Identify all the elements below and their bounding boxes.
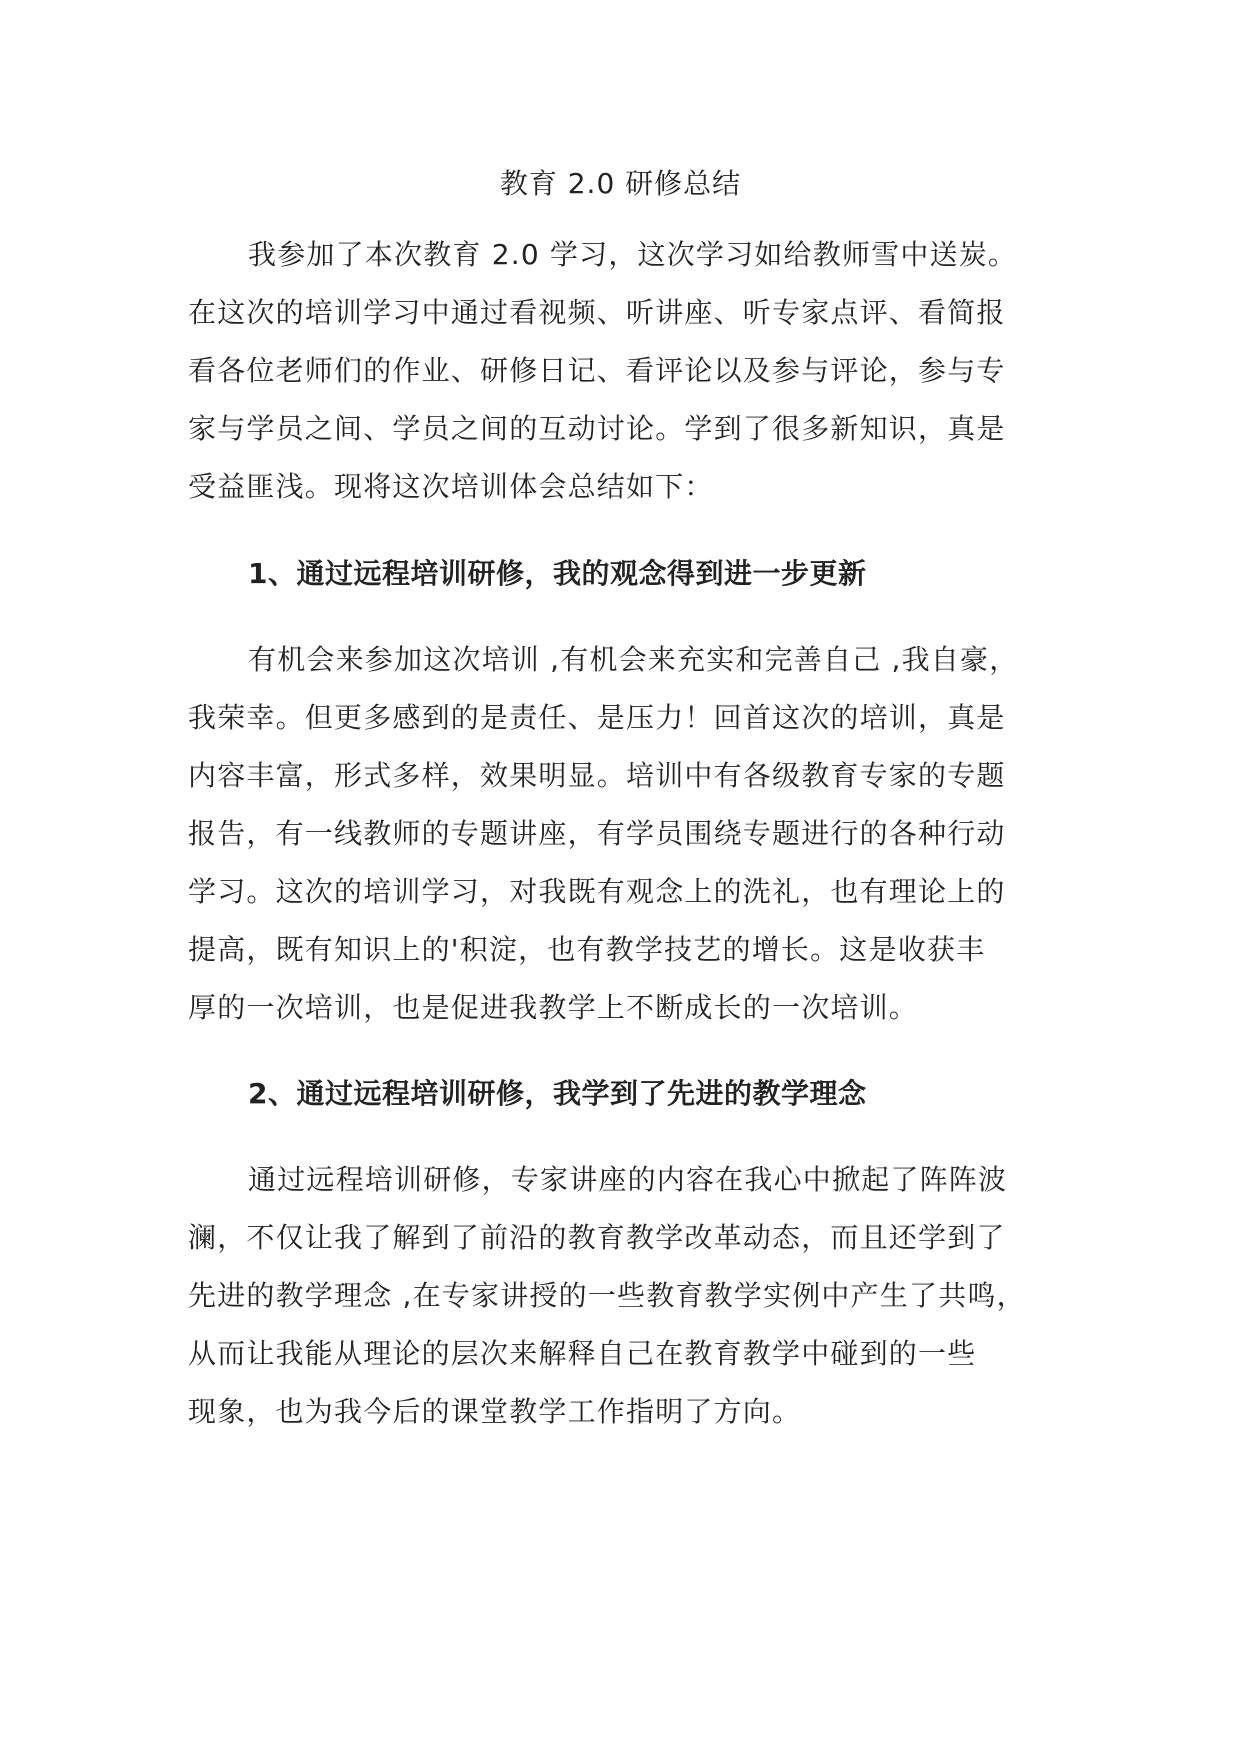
paragraph-2-line-3: 内容丰富，形式多样，效果明显。培训中有各级教育专家的专题: [188, 759, 1006, 792]
document-title: 教育 2.0 研修总结: [499, 167, 742, 200]
paragraph-3-line-5: 现象，也为我今后的课堂教学工作指明了方向。: [188, 1395, 802, 1428]
paragraph-1-line-3: 看各位老师们的作业、研修日记、看评论以及参与评论，参与专: [188, 354, 1006, 387]
paragraph-3-line-1: 通过远程培训研修，专家讲座的内容在我心中掀起了阵阵波: [248, 1163, 1008, 1196]
paragraph-3-line-4: 从而让我能从理论的层次来解释自己在教育教学中碰到的一些: [188, 1337, 977, 1370]
paragraph-2-line-5: 学习。这次的培训学习，对我既有观念上的洗礼，也有理论上的: [188, 875, 1006, 908]
paragraph-1-line-4: 家与学员之间、学员之间的互动讨论。学到了很多新知识，真是: [188, 412, 1006, 445]
paragraph-1-line-5: 受益匪浅。现将这次培训体会总结如下：: [188, 470, 714, 503]
paragraph-2-line-7: 厚的一次培训，也是促进我教学上不断成长的一次培训。: [188, 991, 919, 1024]
paragraph-1-line-1: 我参加了本次教育 2.0 学习，这次学习如给教师雪中送炭。: [248, 238, 1018, 271]
paragraph-1-line-2: 在这次的培训学习中通过看视频、听讲座、听专家点评、看简报: [188, 296, 1006, 329]
paragraph-3-line-2: 澜，不仅让我了解到了前沿的教育教学改革动态，而且还学到了: [188, 1221, 1006, 1254]
paragraph-3-line-3: 先进的教学理念 ,在专家讲授的一些教育教学实例中产生了共鸣，: [188, 1279, 1026, 1312]
section-heading-1: 1、通过远程培训研修，我的观念得到进一步更新: [248, 557, 867, 590]
paragraph-2-line-1: 有机会来参加这次培训 ,有机会来充实和完善自己 ,我自豪，: [248, 643, 1019, 676]
section-heading-2: 2、通过远程培训研修，我学到了先进的教学理念: [248, 1077, 867, 1110]
paragraph-2-line-6: 提高，既有知识上的'积淀，也有教学技艺的增长。这是收获丰: [188, 933, 986, 966]
paragraph-2-line-4: 报告，有一线教师的专题讲座，有学员围绕专题进行的各种行动: [188, 817, 1006, 850]
paragraph-2-line-2: 我荣幸。但更多感到的是责任、是压力！回首这次的培训，真是: [188, 701, 1006, 734]
